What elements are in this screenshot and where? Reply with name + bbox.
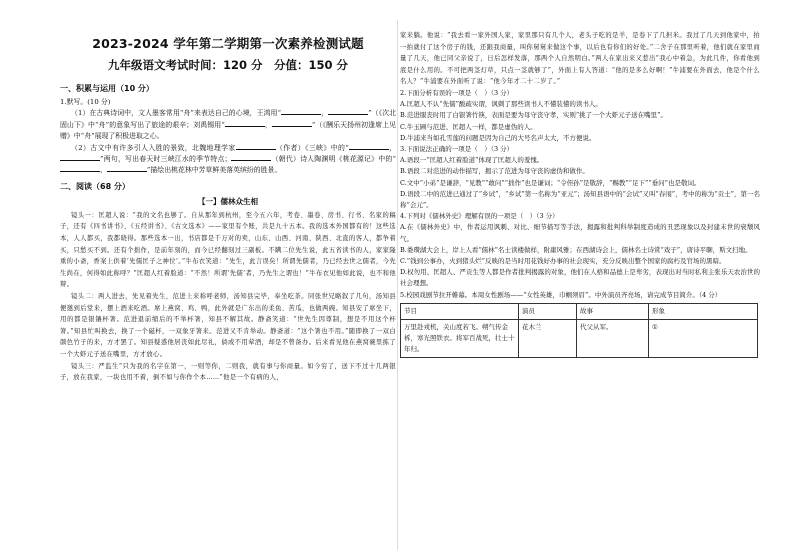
- table-header: 节目: [401, 303, 519, 319]
- q3-option-d[interactable]: D.语段二中的范进已通过了“乡试”，“乡试”第一名称为“亚元”；汤知县语中的“会试”又叫“春闱”，考中的称为“贡士”，第一名称“会元”。: [400, 189, 760, 209]
- q1-part2: （2）古文中有许多引人入胜的景致，北魏地理学家 （作者）《三峡》中的“ ，”两句，写出春天时三峡江水的季节特点； （朝代）诗人陶渊明《桃花源记》中的“， ”描绘出桃花林中芳草鲜美落英缤纷的胜景。: [60, 143, 396, 177]
- table-header-row: [401, 303, 758, 319]
- q3-option-a[interactable]: A.语段一“匡超人红着脸道”体现了匡超人的羞愧。: [400, 156, 544, 165]
- q3-option-c[interactable]: C.文中“小弟”是谦辞，“见教”“敢问”“拙作”也是谦词；“令侄孙”是敬辞，“赐教”“足下”“垂问”也是敬词。: [400, 178, 701, 187]
- table-cell-actor: 花木兰: [519, 319, 577, 357]
- blank[interactable]: [225, 120, 265, 127]
- blank[interactable]: [349, 143, 389, 150]
- passage-para3: 镜头三：严监生“只为我的名字在第一，一则等你，二则我，就有事与你商量。如今穷了，送下不过十几两银子，放在我家，一块也用不着，倒不如与你作个本……”他是一个有病的人，: [60, 362, 396, 382]
- q2-option-a[interactable]: A.匡超人不认“先儒”酸疏实谓，讽刺了那些读书人不懂装懂的读书人。: [400, 100, 602, 109]
- table-row: [401, 319, 758, 357]
- q4-option-a[interactable]: A.在《儒林外史》中，作者运用讽刺、对比、细节描写等手法，揭露和批判科举制度造成的丑恶现象以及封建末世的衰颓风气。: [400, 223, 760, 243]
- section2-heading: 二、阅读（68 分）: [60, 181, 130, 191]
- passage-continued: [400, 30, 760, 88]
- passage-title: 【一】儒林众生相: [198, 196, 258, 206]
- blank[interactable]: [107, 165, 147, 172]
- table-header: 形象: [649, 303, 758, 319]
- q2-option-d[interactable]: D.牛浦来当如孔雪莲的问题是因为自己的大号名声太大，不方便说。: [400, 133, 596, 142]
- passage-para1: 镜头一：匡超人说：“我的文名也够了。自从那年到杭州，至今五六年，考卷、墨卷、房书、行书、名家的稿子，还有《四书讲书》、《五经讲书》、《古文选本》——家里有个账，共是九十五本。我的选本外国都有的！这些选本，人人都买，我都晓得。那些选本一出，书店都是千万对的卖，山东、山西、河南、陕西、北直的客人，都争着买，只愁买不到。还有个拙作，是前年刻的，而今已经翻刻过三副板。不瞒二位先生说，此五省读书的人，家家隆重的小斋，香案上供着‘先儒匡子之神位’。”牛布衣笑道：“先生，此言误矣！所谓先儒者，乃已经去世之儒者，今先生尚在，何得如此称呼？”匡超人红着脸道：“不然！所谓‘先儒’者，乃先生之谓也！”牛布衣见他如此说，也不和他辩。: [60, 211, 396, 289]
- table-header: 演员: [519, 303, 577, 319]
- right-column: [400, 30, 760, 560]
- q3-option-b[interactable]: B.语段二对范进的动作描写，揭示了范进为母守丧的虚伪和做作。: [400, 167, 589, 176]
- section1-heading: 一、积累与运用（10 分）: [60, 84, 154, 93]
- q1-label: 1.默写。(10 分): [60, 98, 111, 106]
- passage-para2: 镜头二：两人进去，先见着先生，范进上来称呼老师，汤知县完毕，奉坐吃茶。同张世兄略叙了几句，汤知县便邀到后堂来，摆上酒来吃酒。席上燕窝、鸡、鸭，此外就是广东出的柔鱼、苦瓜，也做两碗。知县安了席坐下，用的都是银镶杯箸。范进退前缩后的不举杯箸，知县不解其故。静斋笑道：“世先生因尊制，想是不用这个杯箸。”知县忙叫换去，换了一个磁杯，一双象牙箸来。范进又不肯举动。静斋道：“这个箸也不用。”随即换了一双白颜色竹子的来，方才罢了。知县疑惑他居丧如此尽礼，倘或不用荤酒，却是不曾备办。后来看见他在燕窝碗里拣了一个大虾元子送在嘴里，方才放心。: [60, 293, 396, 358]
- table-cell-image[interactable]: ①: [649, 319, 758, 357]
- q4-option-d[interactable]: D.权勿用、匡超人、严贡生等人都是作者批判揭露的对象，他们在人格和品德上是卑劣，表现出对当时私利主张乐天农治世的社会理想。: [400, 268, 760, 288]
- q4-option-b[interactable]: B.娄瓒湖大会上，岸上人看“儒林”名士读楼做样，附庸风雅；在西湖诗会上，儒林名士诗赏“戏子”，唐诗平聊，斯文扫地。: [400, 245, 752, 254]
- q5-stem: 5.校园戏剧节拉开帷幕。本周女性剧场——“女性英雄，巾帼须眉”。中外演员齐亮场，请完成节目简介。（4 分）: [400, 290, 722, 299]
- blank[interactable]: [60, 165, 100, 172]
- q3-stem: 3.下面说法正确的一项是（ ）（3 分）: [400, 144, 514, 153]
- passage: [60, 210, 396, 384]
- table-header: 故事: [577, 303, 649, 319]
- program-table: [400, 303, 758, 358]
- blank[interactable]: [60, 154, 100, 161]
- exam-title: 2023-2024 学年第二学期第一次素养检测试题: [92, 36, 364, 51]
- q2-stem: 2.下面分析有误的一项是（ ）（3 分）: [400, 88, 514, 97]
- passage-para3-cont: 家来躺。他说：“我去看一家外国人家，家里那只有几个人，老头子吃的是羊，是卷下了几担米。我过了几天到他家中，拍一拍就付了这个房子的钱，还跟我商量，叫你舅舅来做这个事，以后也有你们的好处。”二舍子在那里听着，他们就在家里商量了几天，他已同父亲说了，日后怎样发落，那两个人自然明白。”两人在家出来又惹出“我心中着急，为此几件，你看他到底是什么用的。不可把两茎灯草，只点一茎就够了”，外面上有人答道：“他的是多么好啊！”牛浦要在外面去，他是个什么名人？”牛浦要在外面听了说：“他今年才二十二岁了。”: [400, 32, 760, 86]
- column-divider: [397, 20, 398, 550]
- q2-option-b[interactable]: B.范进服丧时用了白银箸竹筷，表面是要为母守丧守孝，实则“挑了一个大虾元子送在嘴里”。: [400, 111, 667, 120]
- blank[interactable]: [236, 143, 276, 150]
- blank[interactable]: [231, 154, 271, 161]
- left-column: [60, 36, 396, 560]
- exam-subtitle: 九年级语文考试时间：120 分 分值：150 分: [107, 58, 348, 72]
- q4-option-c[interactable]: C.“钱到公事办，火到猪头烂”反映的是当时用花钱好办事的社会现实，充分反映出整个国家的腐朽及官场的黑暗。: [400, 257, 726, 266]
- q2-option-c[interactable]: C.牛玉圃与范进、匡超人一样，都是虚伪的人。: [400, 122, 537, 131]
- blank[interactable]: [281, 108, 321, 115]
- q1-part1: （1）在古典诗词中，文人墨客常用“舟”来表达自己的心境，王鸿用“ ， ”（《次北固山下》中“舟”的意象写出了旅途的艰辛；刘禹锡用“ ， ”（《酬乐天扬州初逢席上见赠》中“舟”展现了积极进取之心。: [60, 109, 396, 141]
- q4-stem: 4.下列对《儒林外史》理解有误的一项是（ ）（3 分）: [400, 212, 559, 221]
- blank[interactable]: [272, 120, 312, 127]
- table-cell-program: 万里赴戎机，关山度若飞。朔气传金柝，寒光照铁衣。将军百战死，壮士十年归。: [401, 319, 519, 357]
- table-cell-story: 代父从军。: [577, 319, 649, 357]
- blank[interactable]: [328, 108, 368, 115]
